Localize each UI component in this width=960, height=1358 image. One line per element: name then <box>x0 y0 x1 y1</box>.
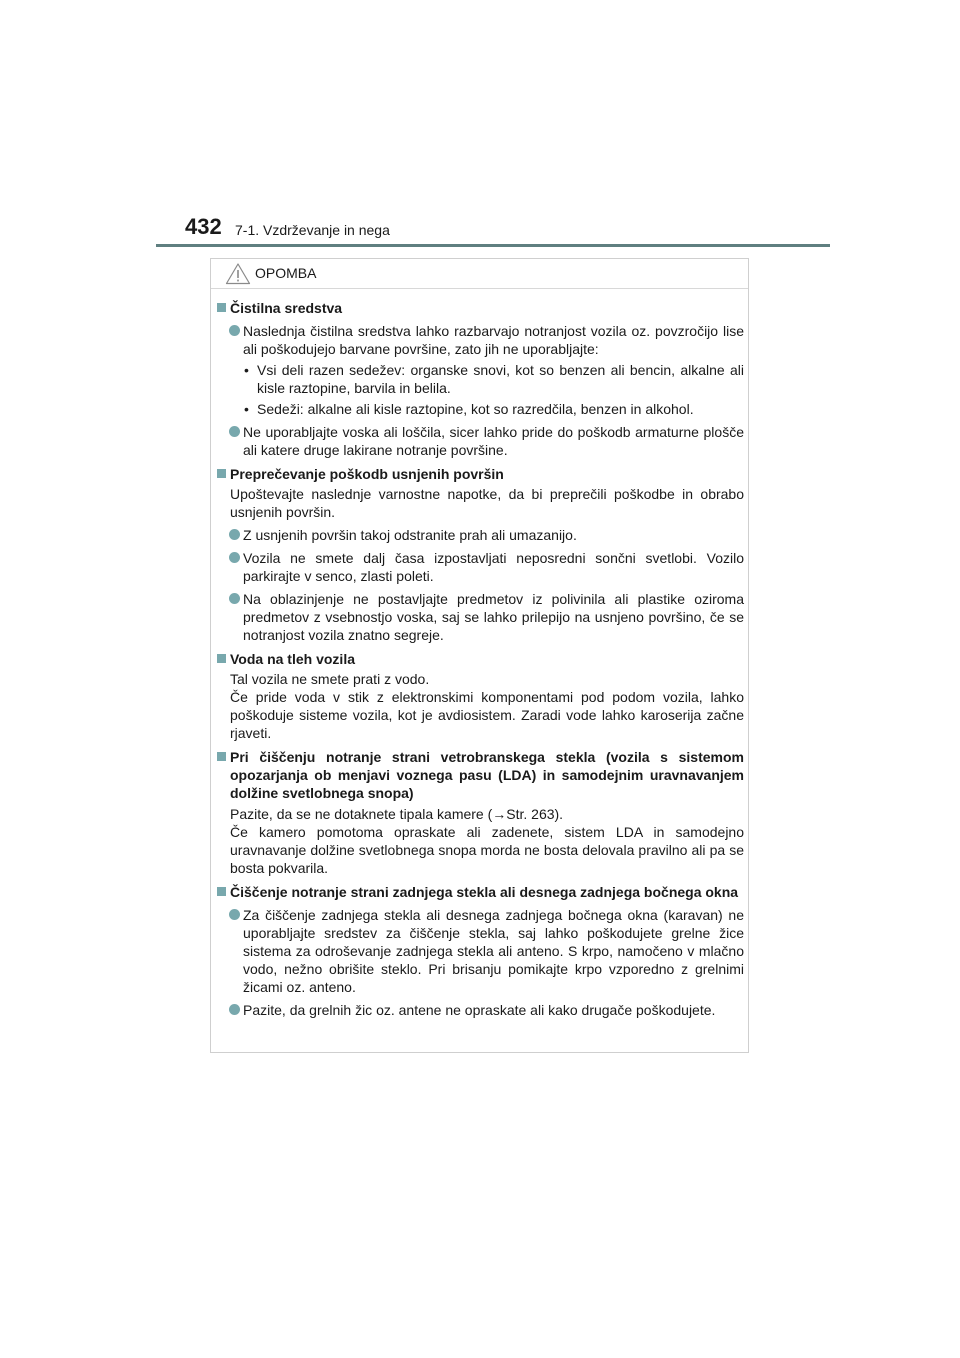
list-item: Na oblazinjenje ne postavljajte predmetov iz polivinila ali plastike oziroma predmetov z vsebnostjo voska, saj se lahko prilepijo na usnjeno površino, če se notranjost vozila znatno segreje. <box>214 590 744 644</box>
list-item: Z usnjenih površin takoj odstranite prah ali umazanijo. <box>214 526 744 544</box>
list-item: Pazite, da grelnih žic oz. antene ne opraskate ali kako drugače poškodujete. <box>214 1001 744 1019</box>
section-floor-water <box>214 650 744 742</box>
list-item: Za čiščenje zadnjega stekla ali desnega zadnjega bočnega okna (karavan) ne uporabljajte sredstev za čiščenje stekla, saj lahko poškodujete grelne žice sistema za odroševanje zadnjega stekla ali anteno. S krpo, namočeno v mlačno vodo, nežno obrišite steklo. Pri brisanju pomikajte krpo vzporedno z grelnimi žicami oz. anteno. <box>214 906 744 996</box>
section-heading: Čiščenje notranje strani zadnjega stekla ali desnega zadnjega bočnega okna <box>214 883 744 901</box>
paragraph: Pazite, da se ne dotaknete tipala kamere (→Str. 263). <box>230 806 564 822</box>
sub-list-item: • Sedeži: alkalne ali kisle raztopine, kot so razredčila, benzen in alkohol. <box>244 401 694 417</box>
round-bullet-icon <box>229 1004 240 1015</box>
sub-bullet-icon: • <box>244 362 249 378</box>
section-rear-window <box>214 883 744 1019</box>
notice-box <box>210 258 749 1053</box>
notice-header <box>211 259 748 289</box>
list-item: Naslednja čistilna sredstva lahko razbarvajo notranjost vozila oz. povzročijo lise ali poškodujejo barvane površine, zato jih ne uporabljajte: <box>214 322 744 358</box>
sub-list-item: • Vsi deli razen sedežev: organske snovi, kot so benzen ali bencin, alkalne ali kisle raztopine, barvila in belila. <box>244 362 744 396</box>
header-divider <box>156 244 830 247</box>
round-bullet-icon <box>229 426 240 437</box>
notice-content <box>214 299 744 1025</box>
square-bullet-icon <box>217 887 226 896</box>
round-bullet-icon <box>229 529 240 540</box>
section-heading: Voda na tleh vozila <box>214 650 744 668</box>
paragraph: Če kamero pomotoma opraskate ali zadenete, sistem LDA in samodejno uravnavanje dolžine svetlobnega snopa morda ne bosta delovala pravilno ali pa se bosta pokvarila. <box>230 824 744 876</box>
round-bullet-icon <box>229 325 240 336</box>
round-bullet-icon <box>229 593 240 604</box>
list-item: Ne uporabljajte voska ali loščila, sicer lahko pride do poškodb armaturne plošče ali katere druge lakirane notranje površine. <box>214 423 744 459</box>
section-leather <box>214 465 744 644</box>
warning-triangle-icon <box>225 262 251 285</box>
square-bullet-icon <box>217 469 226 478</box>
notice-title: OPOMBA <box>255 265 317 281</box>
section-title: 7-1. Vzdrževanje in nega <box>235 222 390 238</box>
paragraph: Če pride voda v stik z elektronskimi komponentami pod podom vozila, lahko poškoduje sisteme vozila, kot je avdiosistem. Zaradi vode lahko karoserija začne rjaveti. <box>230 689 744 741</box>
paragraph: Tal vozila ne smete prati z vodo. <box>230 671 430 687</box>
section-heading: Čistilna sredstva <box>214 299 744 317</box>
section-heading: Preprečevanje poškodb usnjenih površin <box>214 465 744 483</box>
section-cleaning-agents <box>214 299 744 459</box>
list-item: Vozila ne smete dalj časa izpostavljati neposredni sončni svetlobi. Vozilo parkirajte v senco, zlasti poleti. <box>214 549 744 585</box>
square-bullet-icon <box>217 654 226 663</box>
round-bullet-icon <box>229 552 240 563</box>
square-bullet-icon <box>217 303 226 312</box>
sub-bullet-icon: • <box>244 401 249 417</box>
section-heading: Pri čiščenju notranje strani vetrobranskega stekla (vozila s sistemom opozarjanja ob menjavi voznega pasu (LDA) in samodejnim uravnavanjem dolžine svetlobnega snopa) <box>214 748 744 802</box>
page-header <box>185 214 830 244</box>
page-number: 432 <box>185 214 222 239</box>
paragraph: Upoštevajte naslednje varnostne napotke, da bi preprečili poškodbe in obrabo usnjenih površin. <box>230 486 744 520</box>
section-windshield <box>214 748 744 877</box>
round-bullet-icon <box>229 909 240 920</box>
square-bullet-icon <box>217 752 226 761</box>
